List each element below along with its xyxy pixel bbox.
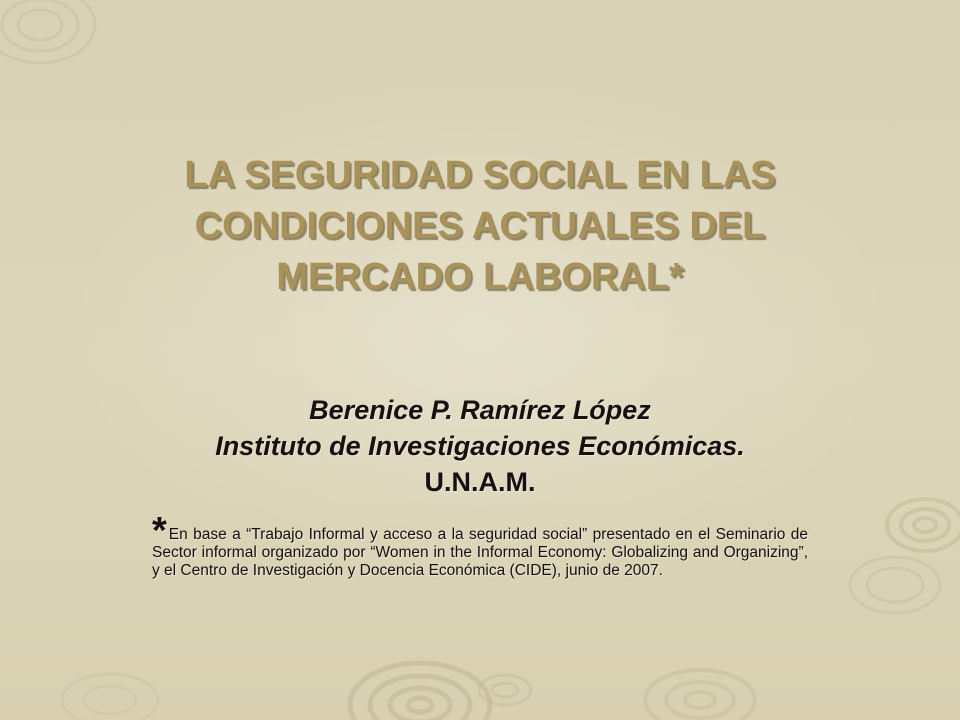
footnote: [152, 510, 808, 580]
author-name: Berenice P. Ramírez López: [309, 395, 651, 425]
ripple-bottom-center: [350, 663, 490, 720]
ripple-right-lower: [850, 557, 940, 613]
ripple-right: [887, 499, 960, 551]
subtitle-block: [120, 392, 840, 500]
slide-title: LA SEGURIDAD SOCIAL EN LAS CONDICIONES ACTUALES DEL MERCADO LABORAL*: [184, 154, 776, 298]
footnote-text: En base a “Trabajo Informal y acceso a la seguridad social” presentado en el Seminario de Sector informal organizado por “Women in the Informal Economy: Globalizing and Organizing”, y el Centro de Investigación y Docencia Económica (CIDE), junio de 2007.: [152, 526, 808, 579]
ripple-bottom-right: [645, 670, 755, 720]
ripple-bottom-left: [62, 674, 158, 720]
institution-name: Instituto de Investigaciones Económicas.: [215, 431, 745, 461]
university-name: U.N.A.M.: [424, 467, 536, 497]
footnote-marker: *: [152, 510, 167, 552]
ripple-top-left: [0, 0, 95, 63]
